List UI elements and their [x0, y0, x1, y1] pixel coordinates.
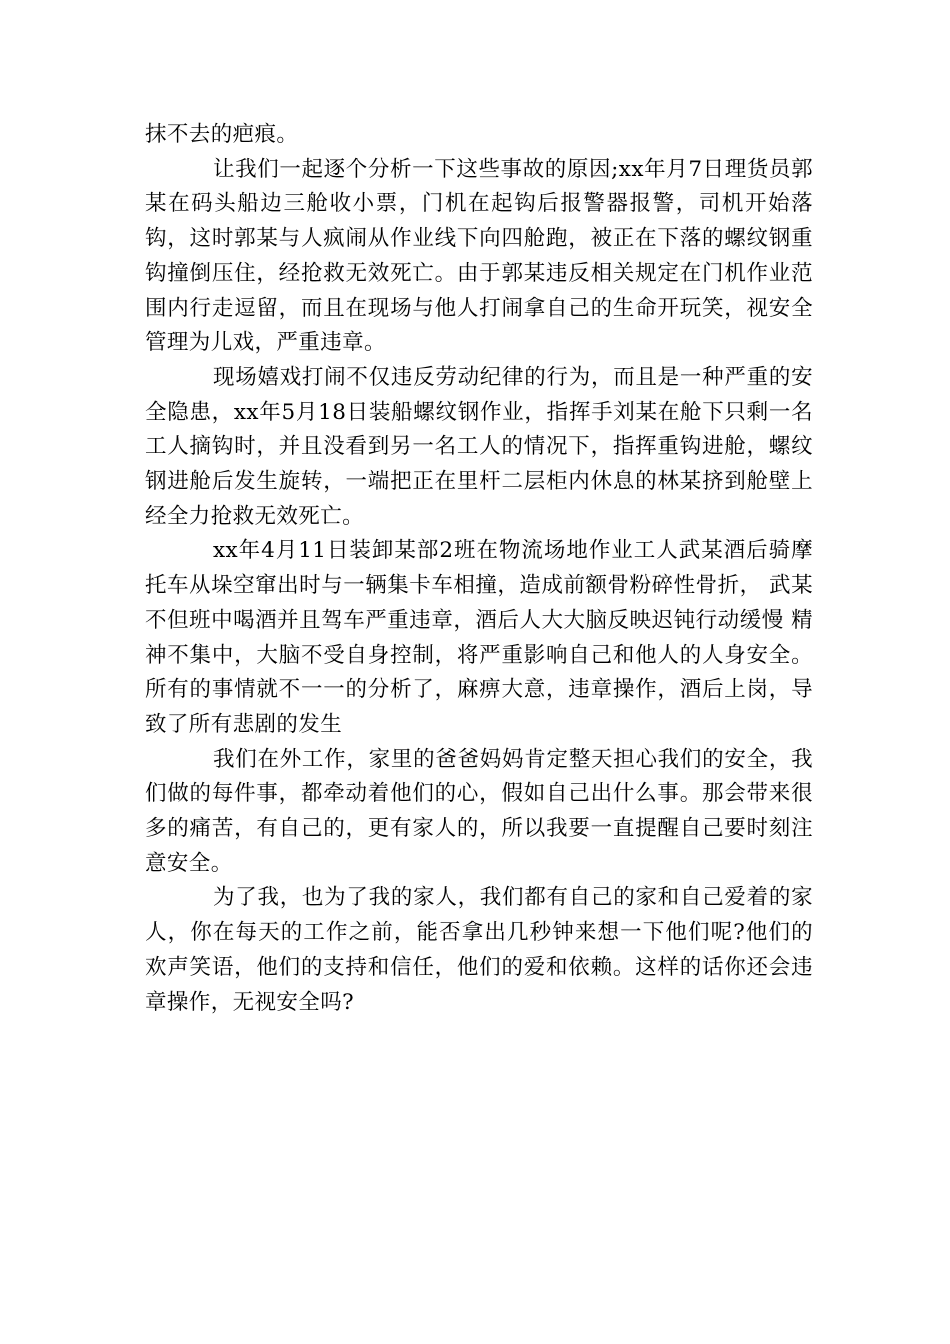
paragraph-4: xx年4月11日装卸某部2班在物流场地作业工人武某酒后骑摩托车从垛空窜出时与一辆集卡车相撞，造成前额骨粉碎性骨折， 武某不但班中喝酒并且驾车严重违章，酒后人大大脑反映迟钝行动缓慢 精神不集中，大脑不受自身控制，将严重影响自己和他人的人身安全。所有的事情就不一一的分析了，麻痹大意，违章操作，酒后上岗，导致了所有悲剧的发生 [145, 538, 813, 737]
paragraph-3: 现场嬉戏打闹不仅违反劳动纪律的行为，而且是一种严重的安全隐患，xx年5月18日装船螺纹钢作业，指挥手刘某在舱下只剩一名工人摘钩时，并且没看到另一名工人的情况下，指挥重钩进舱，螺纹钢进舱后发生旋转，一端把正在里杆二层柜内休息的林某挤到舱壁上经全力抢救无效死亡。 [145, 364, 813, 529]
document-body [145, 118, 813, 1020]
paragraph-5: 我们在外工作，家里的爸爸妈妈肯定整天担心我们的安全，我们做的每件事，都牵动着他们的心，假如自己出什么事。那会带来很多的痛苦，有自己的，更有家人的，所以我要一直提醒自己要时刻注意安全。 [145, 746, 813, 876]
paragraph-2: 让我们一起逐个分析一下这些事故的原因;xx年月7日理货员郭某在码头船边三舱收小票，门机在起钩后报警器报警，司机开始落钩，这时郭某与人疯闹从作业线下向四舱跑，被正在下落的螺纹钢重钩撞倒压住，经抢救无效死亡。由于郭某违反相关规定在门机作业范围内行走逗留，而且在现场与他人打闹拿自己的生命开玩笑，视安全管理为儿戏，严重违章。 [145, 156, 813, 356]
paragraph-1: 抹不去的疤痕。 [145, 122, 299, 147]
paragraph-6: 为了我，也为了我的家人，我们都有自己的家和自己爱着的家人，你在每天的工作之前，能否拿出几秒钟来想一下他们呢?他们的欢声笑语，他们的支持和信任，他们的爱和依赖。这样的话你还会违章操作，无视安全吗? [145, 885, 813, 1015]
